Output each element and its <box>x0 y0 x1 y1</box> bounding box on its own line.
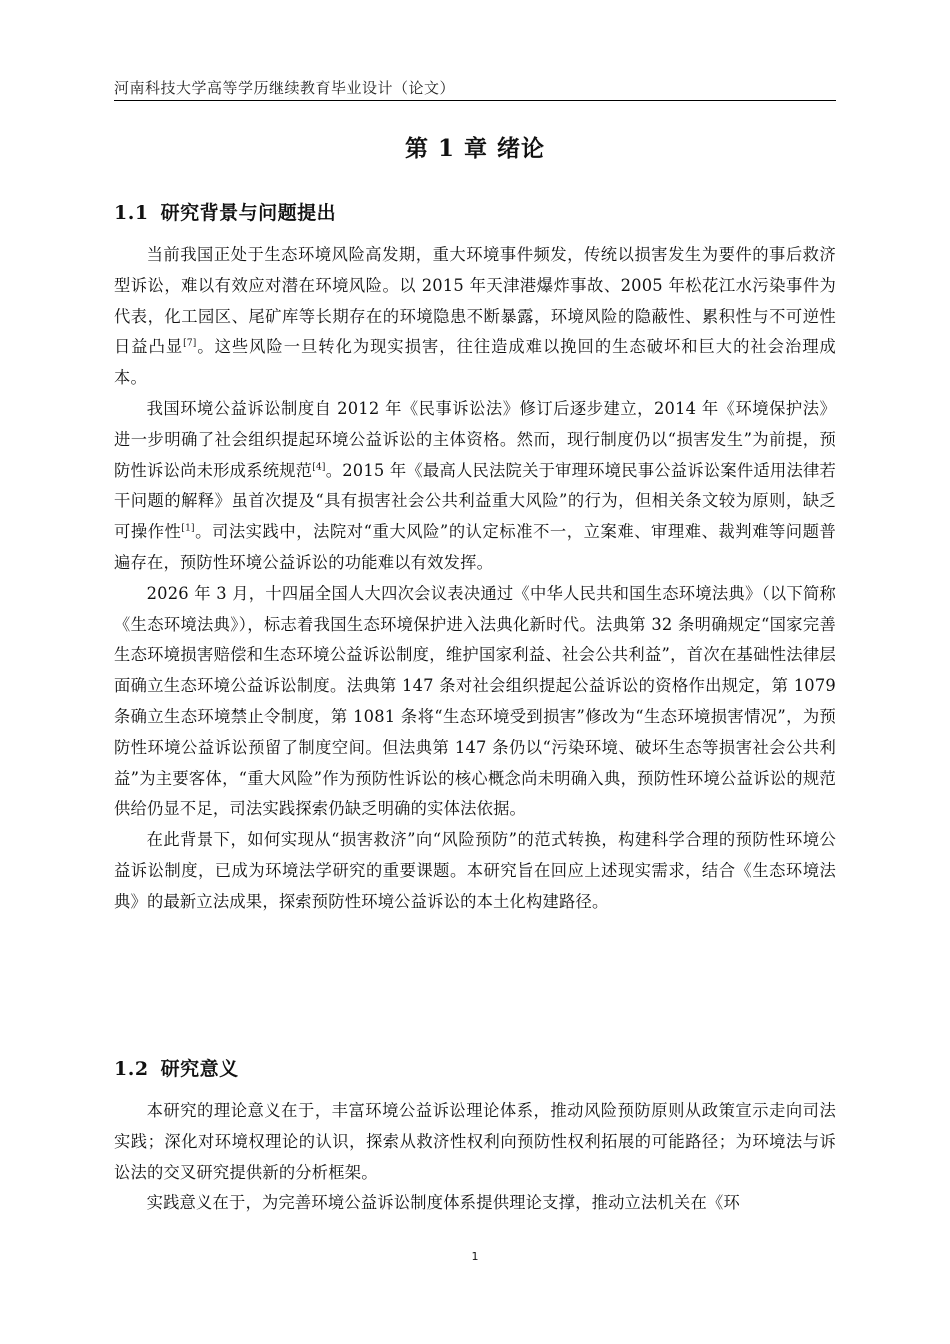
paragraph-text: 我国环境公益诉讼制度自 2012 年《民事诉讼法》修订后逐步建立，2014 年《环境保护法》进一步明确了社会组织提起环境公益诉讼的主体资格。然而，现行制度仍以“损害发生”为前提，预防性诉讼尚未形成系统规范 <box>114 398 836 480</box>
page-number: 1 <box>471 1250 479 1263</box>
paragraph-text: 当前我国正处于生态环境风险高发期，重大环境事件频发，传统以损害发生为要件的事后救济型诉讼，难以有效应对潜在环境风险。以 2015 年天津港爆炸事故、2005 年松花江水污染事件为代表，化工园区、尾矿库等长期存在的环境隐患不断暴露，环境风险的隐蔽性、累积性与不可逆性日益凸显 <box>114 245 836 357</box>
section-number: 1.2 <box>114 1058 149 1080</box>
body-paragraph <box>114 825 836 917</box>
paragraph-text: 2026 年 3 月，十四届全国人大四次会议表决通过《中华人民共和国生态环境法典》（以下简称《生态环境法典》），标志着我国生态环境保护进入法典化新时代。法典第 32 条明确规定“国家完善生态环境损害赔偿和生态环境公益诉讼制度，维护国家利益、社会公共利益”，首次在基础性法律层面确立生态环境公益诉讼制度。法典第 147 条对社会组织提起公益诉讼的资格作出规定，第 1079 条确立生态环境禁止令制度，第 1081 条将“生态环境受到损害”修改为“生态环境损害情况”，为预防性环境公益诉讼预留了制度空间。但法典第 147 条仍以“污染环境、破坏生态等损害社会公共利益”为主要客体，“重大风险”作为预防性诉讼的核心概念尚未明确入典，预防性环境公益诉讼的规范供给仍显不足，司法实践探索仍缺乏明确的实体法依据。 <box>114 583 836 819</box>
body-paragraph <box>114 1188 836 1219</box>
body-paragraph <box>114 1096 836 1188</box>
body-paragraph <box>114 240 836 394</box>
section-heading-1-2 <box>114 1054 239 1081</box>
paragraph-text: 。司法实践中，法院对“重大风险”的认定标准不一，立案难、审理难、裁判难等问题普遍存在，预防性环境公益诉讼的功能难以有效发挥。 <box>114 522 836 572</box>
section-number: 1.1 <box>114 202 149 224</box>
citation-marker: [1] <box>181 523 195 534</box>
body-paragraph <box>114 579 836 825</box>
section-title: 研究意义 <box>160 1058 239 1080</box>
paragraph-text: 在此背景下，如何实现从“损害救济”向“风险预防”的范式转换，构建科学合理的预防性环境公益诉讼制度，已成为环境法学研究的重要课题。本研究旨在回应上述现实需求，结合《生态环境法典》的最新立法成果，探索预防性环境公益诉讼的本土化构建路径。 <box>114 830 836 911</box>
chapter-title: 第 1 章 绪论 <box>404 135 546 162</box>
paragraph-text: 本研究的理论意义在于，丰富环境公益诉讼理论体系，推动风险预防原则从政策宣示走向司法实践；深化对环境权理论的认识，探索从救济性权利向预防性权利拓展的可能路径；为环境法与诉讼法的交叉研究提供新的分析框架。 <box>114 1101 836 1182</box>
running-header: 河南科技大学高等学历继续教育毕业设计（论文） <box>114 79 456 97</box>
header-rule <box>114 100 836 101</box>
paragraph-text: 实践意义在于，为完善环境公益诉讼制度体系提供理论支撑，推动立法机关在《环 <box>146 1193 740 1213</box>
section-body-1-2 <box>114 1096 836 1219</box>
section-heading-1-1 <box>114 198 336 225</box>
paragraph-text: 。这些风险一旦转化为现实损害，往往造成难以挽回的生态破坏和巨大的社会治理成本。 <box>114 337 836 388</box>
section-title: 研究背景与问题提出 <box>160 202 337 224</box>
section-body-1-1 <box>114 240 836 918</box>
paragraph-text: 。2015 年《最高人民法院关于审理环境民事公益诉讼案件适用法律若干问题的解释》虽首次提及“具有损害社会公共利益重大风险”的行为，但相关条文较为原则，缺乏可操作性 <box>114 460 836 542</box>
citation-marker: [4] <box>312 462 326 473</box>
body-paragraph <box>114 394 836 579</box>
citation-marker: [7] <box>183 338 197 349</box>
